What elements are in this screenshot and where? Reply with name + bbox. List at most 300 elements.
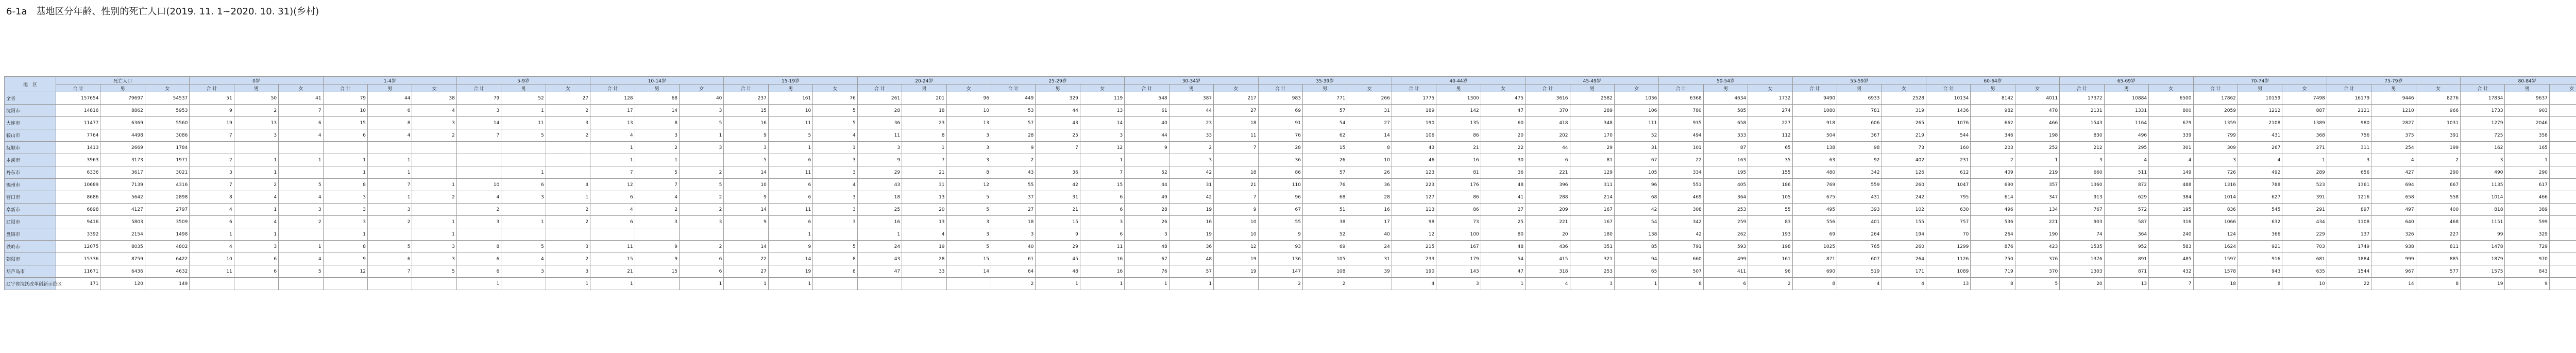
table-cell: 31 — [1347, 105, 1392, 117]
table-cell: 679 — [2149, 117, 2193, 129]
table-cell: 47 — [1481, 265, 1525, 278]
table-cell: 9416 — [56, 216, 100, 228]
statistics-table — [4, 76, 2576, 290]
table-cell: 50 — [234, 92, 278, 105]
table-cell: 921 — [2238, 241, 2282, 253]
table-cell: 10689 — [56, 179, 100, 191]
table-cell: 93 — [1258, 241, 1302, 253]
region-name: 抚顺市 — [5, 142, 56, 154]
table-cell — [456, 154, 501, 166]
table-cell: 11 — [768, 166, 812, 179]
table-cell: 480 — [1792, 166, 1837, 179]
age-group-header: 60-64岁 — [1926, 77, 2059, 85]
table-cell: 44 — [368, 92, 412, 105]
table-cell: 227 — [2416, 228, 2460, 241]
table-cell: 368 — [2282, 129, 2327, 142]
table-cell: 6 — [768, 179, 812, 191]
table-cell: 10 — [724, 179, 768, 191]
table-cell: 214 — [1570, 191, 1614, 204]
table-cell: 17 — [590, 105, 635, 117]
table-cell: 6 — [768, 216, 812, 228]
table-cell: 703 — [2282, 241, 2327, 253]
table-cell: 12 — [323, 265, 367, 278]
table-cell: 729 — [2505, 241, 2549, 253]
table-cell: 86 — [1436, 129, 1481, 142]
table-cell: 21 — [902, 166, 946, 179]
table-cell: 329 — [1036, 92, 1080, 105]
table-cell: 2827 — [2371, 117, 2416, 129]
table-cell: 10 — [2282, 278, 2327, 290]
table-cell: 800 — [2149, 105, 2193, 117]
table-cell: 4 — [234, 216, 278, 228]
table-cell: 630 — [1926, 204, 1970, 216]
table-cell: 3 — [635, 129, 679, 142]
sex-subheader: 女 — [1748, 85, 1792, 92]
table-cell: 3 — [724, 142, 768, 154]
table-cell — [456, 166, 501, 179]
table-cell: 548 — [1125, 92, 1169, 105]
region-name: 葫芦岛市 — [5, 265, 56, 278]
table-cell: 3616 — [1526, 92, 1570, 105]
table-cell: 4 — [1882, 278, 1926, 290]
age-group-header: 10-14岁 — [590, 77, 724, 85]
table-cell: 46 — [1392, 154, 1436, 166]
table-cell: 14 — [1347, 129, 1392, 142]
table-cell: 396 — [1526, 179, 1570, 191]
table-cell: 9 — [724, 216, 768, 228]
table-cell: 667 — [2416, 179, 2460, 191]
table-cell: 41 — [1481, 191, 1525, 204]
table-cell: 10134 — [1926, 92, 1970, 105]
age-group-header: 1-4岁 — [323, 77, 456, 85]
sex-subheader: 女 — [2282, 85, 2327, 92]
table-cell: 190 — [2015, 228, 2059, 241]
table-cell: 67 — [1125, 253, 1169, 265]
table-cell: 970 — [2505, 253, 2549, 265]
table-cell: 9 — [635, 253, 679, 265]
table-row — [5, 117, 2576, 129]
table-cell: 165 — [2505, 142, 2549, 154]
table-cell: 5 — [724, 154, 768, 166]
sex-subheader: 女 — [1214, 85, 1258, 92]
table-cell: 675 — [1792, 191, 1837, 204]
table-cell: 28 — [857, 105, 902, 117]
table-cell: 21 — [1036, 204, 1080, 216]
table-cell: 19 — [190, 117, 234, 129]
table-cell: 606 — [1837, 117, 1882, 129]
sex-subheader: 合 计 — [456, 85, 501, 92]
table-cell: 1108 — [2327, 216, 2371, 228]
table-cell: 4 — [813, 129, 857, 142]
region-name: 锦州市 — [5, 179, 56, 191]
table-cell: 18 — [902, 105, 946, 117]
table-cell: 1299 — [1926, 241, 1970, 253]
sex-subheader: 男 — [2371, 85, 2416, 92]
table-cell: 221 — [2015, 216, 2059, 228]
table-cell: 27 — [991, 204, 1035, 216]
table-cell: 523 — [2282, 179, 2327, 191]
table-cell: 85 — [1614, 241, 1658, 253]
table-cell: 10 — [1347, 154, 1392, 166]
table-cell: 138 — [1614, 228, 1658, 241]
sex-subheader: 女 — [2416, 85, 2460, 92]
table-cell: 22 — [2327, 278, 2371, 290]
table-cell: 201 — [902, 92, 946, 105]
region-name: 辽宁省沈抚改革创新示范区 — [5, 278, 56, 290]
age-group-header: 65-69岁 — [2060, 77, 2193, 85]
table-cell: 6 — [1526, 154, 1570, 166]
table-cell: 8 — [813, 253, 857, 265]
table-cell: 830 — [2060, 129, 2104, 142]
table-cell: 756 — [2327, 129, 2371, 142]
table-cell: 387 — [1169, 92, 1213, 105]
table-cell: 14816 — [56, 105, 100, 117]
table-cell: 432 — [2149, 265, 2193, 278]
table-cell: 136 — [1258, 253, 1302, 265]
table-cell: 221 — [1526, 166, 1570, 179]
table-cell: 79 — [456, 92, 501, 105]
table-cell: 7 — [190, 129, 234, 142]
table-cell: 142 — [1436, 105, 1481, 117]
table-cell: 690 — [1971, 179, 2015, 191]
sex-subheader: 合 计 — [56, 85, 100, 92]
table-cell: 52 — [1302, 228, 1347, 241]
table-cell: 42 — [1169, 166, 1213, 179]
table-cell: 6898 — [56, 204, 100, 216]
table-cell: 167 — [1436, 241, 1481, 253]
table-cell: 6 — [456, 253, 501, 265]
table-cell: 112 — [1748, 129, 1792, 142]
table-cell: 632 — [2238, 216, 2282, 228]
table-cell: 6422 — [145, 253, 189, 265]
sex-subheader: 男 — [2505, 85, 2549, 92]
table-cell: 137 — [2327, 228, 2371, 241]
table-cell: 13 — [234, 117, 278, 129]
table-cell: 176 — [1436, 179, 1481, 191]
table-cell: 9 — [1258, 228, 1302, 241]
table-cell: 157654 — [56, 92, 100, 105]
table-cell: 2 — [679, 166, 723, 179]
table-row — [5, 204, 2576, 216]
table-cell: 8142 — [1971, 92, 2015, 105]
table-cell — [2549, 228, 2576, 241]
table-cell: 227 — [1748, 117, 1792, 129]
table-cell: 8 — [946, 166, 991, 179]
table-cell: 4011 — [2015, 92, 2059, 105]
table-cell: 316 — [2149, 216, 2193, 228]
table-cell: 3 — [456, 105, 501, 117]
table-cell: 891 — [2104, 253, 2148, 265]
table-cell: 918 — [1792, 117, 1837, 129]
table-cell: 496 — [1971, 204, 2015, 216]
sex-subheader: 男 — [1837, 85, 1882, 92]
table-cell — [902, 278, 946, 290]
table-cell: 2 — [279, 216, 323, 228]
table-cell: 76 — [1302, 179, 1347, 191]
table-cell: 42 — [1614, 204, 1658, 216]
table-cell: 16 — [857, 216, 902, 228]
table-cell: 375 — [2371, 129, 2416, 142]
table-cell: 291 — [2282, 204, 2327, 216]
table-cell: 3 — [1169, 154, 1213, 166]
sex-subheader: 女 — [279, 85, 323, 92]
table-row — [5, 105, 2576, 117]
table-cell: 44 — [1526, 142, 1570, 154]
table-cell: 5560 — [145, 117, 189, 129]
table-cell: 1359 — [2193, 117, 2238, 129]
table-cell: 5 — [813, 105, 857, 117]
sex-subheader: 男 — [635, 85, 679, 92]
table-cell — [1036, 154, 1080, 166]
table-cell: 8 — [323, 241, 367, 253]
table-cell: 4 — [190, 204, 234, 216]
table-cell: 14 — [724, 241, 768, 253]
table-cell: 7 — [1214, 142, 1258, 154]
table-row — [5, 179, 2576, 191]
table-cell: 41 — [279, 92, 323, 105]
table-cell: 585 — [1703, 105, 1748, 117]
table-cell: 6 — [768, 191, 812, 204]
table-cell: 40 — [679, 92, 723, 105]
table-cell: 12 — [1080, 142, 1124, 154]
sex-subheader: 女 — [679, 85, 723, 92]
table-cell: 384 — [2149, 191, 2193, 204]
table-cell: 198 — [2015, 129, 2059, 142]
table-cell: 5 — [946, 191, 991, 204]
table-cell: 30 — [1481, 154, 1525, 166]
table-cell: 3 — [1570, 278, 1614, 290]
age-group-header: 20-24岁 — [857, 77, 991, 85]
table-row — [5, 265, 2576, 278]
table-cell: 3 — [946, 129, 991, 142]
table-cell — [946, 278, 991, 290]
table-cell — [546, 154, 590, 166]
table-cell: 836 — [2193, 204, 2238, 216]
table-cell: 167 — [1570, 204, 1614, 216]
table-cell: 215 — [1392, 241, 1436, 253]
region-name: 辽阳市 — [5, 216, 56, 228]
table-cell: 18 — [2193, 278, 2238, 290]
region-name: 大连市 — [5, 117, 56, 129]
table-cell: 20 — [902, 204, 946, 216]
table-cell: 319 — [1882, 105, 1926, 117]
table-cell: 1 — [279, 241, 323, 253]
table-cell: 10 — [946, 105, 991, 117]
table-cell: 135 — [1436, 117, 1481, 129]
table-cell: 3 — [501, 265, 546, 278]
table-cell: 49 — [1125, 191, 1169, 204]
table-cell: 289 — [1570, 105, 1614, 117]
table-cell — [2549, 278, 2576, 290]
sex-subheader: 男 — [1169, 85, 1213, 92]
table-cell: 3 — [323, 204, 367, 216]
table-cell: 4 — [368, 129, 412, 142]
table-cell: 1478 — [2461, 241, 2505, 253]
table-cell: 98 — [1837, 142, 1882, 154]
table-cell: 36 — [1036, 166, 1080, 179]
table-cell: 1597 — [2193, 253, 2238, 265]
table-cell: 916 — [2238, 253, 2282, 265]
table-cell: 271 — [2282, 142, 2327, 154]
age-group-header: 45-49岁 — [1526, 77, 1659, 85]
table-cell: 757 — [1926, 216, 1970, 228]
table-cell: 2154 — [100, 228, 145, 241]
table-cell: 7 — [368, 179, 412, 191]
table-cell: 7764 — [56, 129, 100, 142]
table-cell: 260 — [1882, 241, 1926, 253]
table-cell — [635, 278, 679, 290]
table-cell: 3 — [279, 204, 323, 216]
sex-subheader: 合 计 — [190, 85, 234, 92]
table-cell: 149 — [2149, 166, 2193, 179]
table-cell: 8035 — [100, 241, 145, 253]
table-cell: 1216 — [2327, 191, 2371, 204]
table-cell: 39 — [1347, 265, 1392, 278]
table-cell: 1126 — [1926, 253, 1970, 265]
table-cell: 767 — [2060, 204, 2104, 216]
table-cell: 54 — [1481, 253, 1525, 265]
table-cell: 3 — [2193, 154, 2238, 166]
table-cell: 186 — [1748, 179, 1792, 191]
table-cell: 54 — [1614, 216, 1658, 228]
table-cell: 202 — [1526, 129, 1570, 142]
table-cell: 179 — [1436, 253, 1481, 265]
table-cell: 4 — [2149, 154, 2193, 166]
table-cell: 9 — [857, 154, 902, 166]
table-cell: 80 — [1481, 228, 1525, 241]
table-cell: 212 — [2060, 142, 2104, 154]
table-cell: 105 — [1748, 191, 1792, 204]
table-cell: 468 — [2416, 216, 2460, 228]
sex-subheader: 女 — [1347, 85, 1392, 92]
table-cell: 897 — [2327, 204, 2371, 216]
table-cell: 415 — [1526, 253, 1570, 265]
table-cell: 496 — [2104, 129, 2148, 142]
table-cell: 885 — [2416, 253, 2460, 265]
table-cell: 1135 — [2461, 179, 2505, 191]
table-cell: 47 — [857, 265, 902, 278]
table-cell: 1 — [279, 154, 323, 166]
table-cell: 1749 — [2327, 241, 2371, 253]
table-cell: 38 — [1302, 216, 1347, 228]
table-cell — [501, 142, 546, 154]
table-cell: 209 — [1526, 204, 1570, 216]
table-cell: 2 — [234, 105, 278, 117]
table-cell: 7498 — [2282, 92, 2327, 105]
table-cell: 9 — [323, 253, 367, 265]
table-cell: 37 — [991, 191, 1035, 204]
table-cell: 1 — [234, 154, 278, 166]
table-cell — [368, 142, 412, 154]
table-cell: 7 — [190, 179, 234, 191]
sex-subheader: 合 计 — [857, 85, 902, 92]
table-cell: 681 — [2282, 253, 2327, 265]
table-cell: 3 — [1436, 278, 1481, 290]
table-cell: 1014 — [2193, 191, 2238, 204]
table-cell: 1014 — [2461, 191, 2505, 204]
sex-subheader: 女 — [1481, 85, 1525, 92]
table-cell — [412, 154, 456, 166]
table-cell: 31 — [1614, 142, 1658, 154]
table-cell: 18 — [857, 191, 902, 204]
table-cell: 358 — [2505, 129, 2549, 142]
table-cell: 1971 — [145, 154, 189, 166]
table-cell: 1036 — [1614, 92, 1658, 105]
table-cell: 22 — [1481, 142, 1525, 154]
table-cell: 11 — [190, 265, 234, 278]
table-row — [5, 142, 2576, 154]
table-cell: 190 — [1392, 265, 1436, 278]
region-name: 盘锦市 — [5, 228, 56, 241]
table-cell: 339 — [2149, 129, 2193, 142]
table-cell: 12 — [946, 179, 991, 191]
sex-subheader: 合 计 — [1125, 85, 1169, 92]
table-cell: 436 — [1526, 241, 1570, 253]
table-cell: 1 — [902, 142, 946, 154]
table-cell: 161 — [1748, 253, 1792, 265]
table-cell: 1 — [546, 191, 590, 204]
table-cell — [2549, 179, 2576, 191]
table-cell: 43 — [991, 166, 1035, 179]
table-cell: 14 — [635, 105, 679, 117]
table-cell: 128 — [590, 92, 635, 105]
table-cell: 8 — [456, 241, 501, 253]
table-cell — [279, 142, 323, 154]
table-cell: 3 — [813, 154, 857, 166]
table-cell: 242 — [1882, 191, 1926, 204]
table-cell: 1303 — [2060, 265, 2104, 278]
table-cell: 26 — [1125, 216, 1169, 228]
table-cell: 254 — [2371, 142, 2416, 154]
sex-subheader: 男 — [2238, 85, 2282, 92]
table-cell: 1 — [323, 166, 367, 179]
table-cell: 147 — [1258, 265, 1302, 278]
table-cell: 5953 — [145, 105, 189, 117]
table-cell — [501, 228, 546, 241]
table-cell: 3 — [679, 105, 723, 117]
table-cell: 3 — [546, 117, 590, 129]
table-cell — [590, 228, 635, 241]
table-cell: 190 — [1392, 117, 1436, 129]
table-cell: 13 — [902, 191, 946, 204]
table-cell: 14 — [456, 117, 501, 129]
table-cell: 1 — [1481, 278, 1525, 290]
table-cell: 1 — [635, 154, 679, 166]
table-cell: 60 — [1481, 117, 1525, 129]
table-cell: 6 — [1080, 191, 1124, 204]
table-cell: 16 — [1169, 216, 1213, 228]
table-row — [5, 129, 2576, 142]
table-cell: 1 — [1080, 154, 1124, 166]
table-cell: 3 — [635, 216, 679, 228]
table-cell: 134 — [2015, 204, 2059, 216]
table-cell: 2 — [546, 105, 590, 117]
table-cell: 14 — [724, 204, 768, 216]
table-cell: 8 — [2238, 278, 2282, 290]
table-cell: 76 — [1125, 265, 1169, 278]
table-cell: 27 — [1214, 105, 1258, 117]
table-cell: 48 — [1169, 253, 1213, 265]
table-cell: 52 — [1125, 166, 1169, 179]
table-cell: 18 — [1214, 166, 1258, 179]
table-cell: 367 — [1837, 129, 1882, 142]
table-cell: 750 — [1971, 253, 2015, 265]
table-cell: 765 — [1837, 241, 1882, 253]
table-cell: 16 — [1347, 204, 1392, 216]
table-cell: 423 — [2015, 241, 2059, 253]
table-cell — [2549, 191, 2576, 204]
table-cell: 640 — [2371, 216, 2416, 228]
